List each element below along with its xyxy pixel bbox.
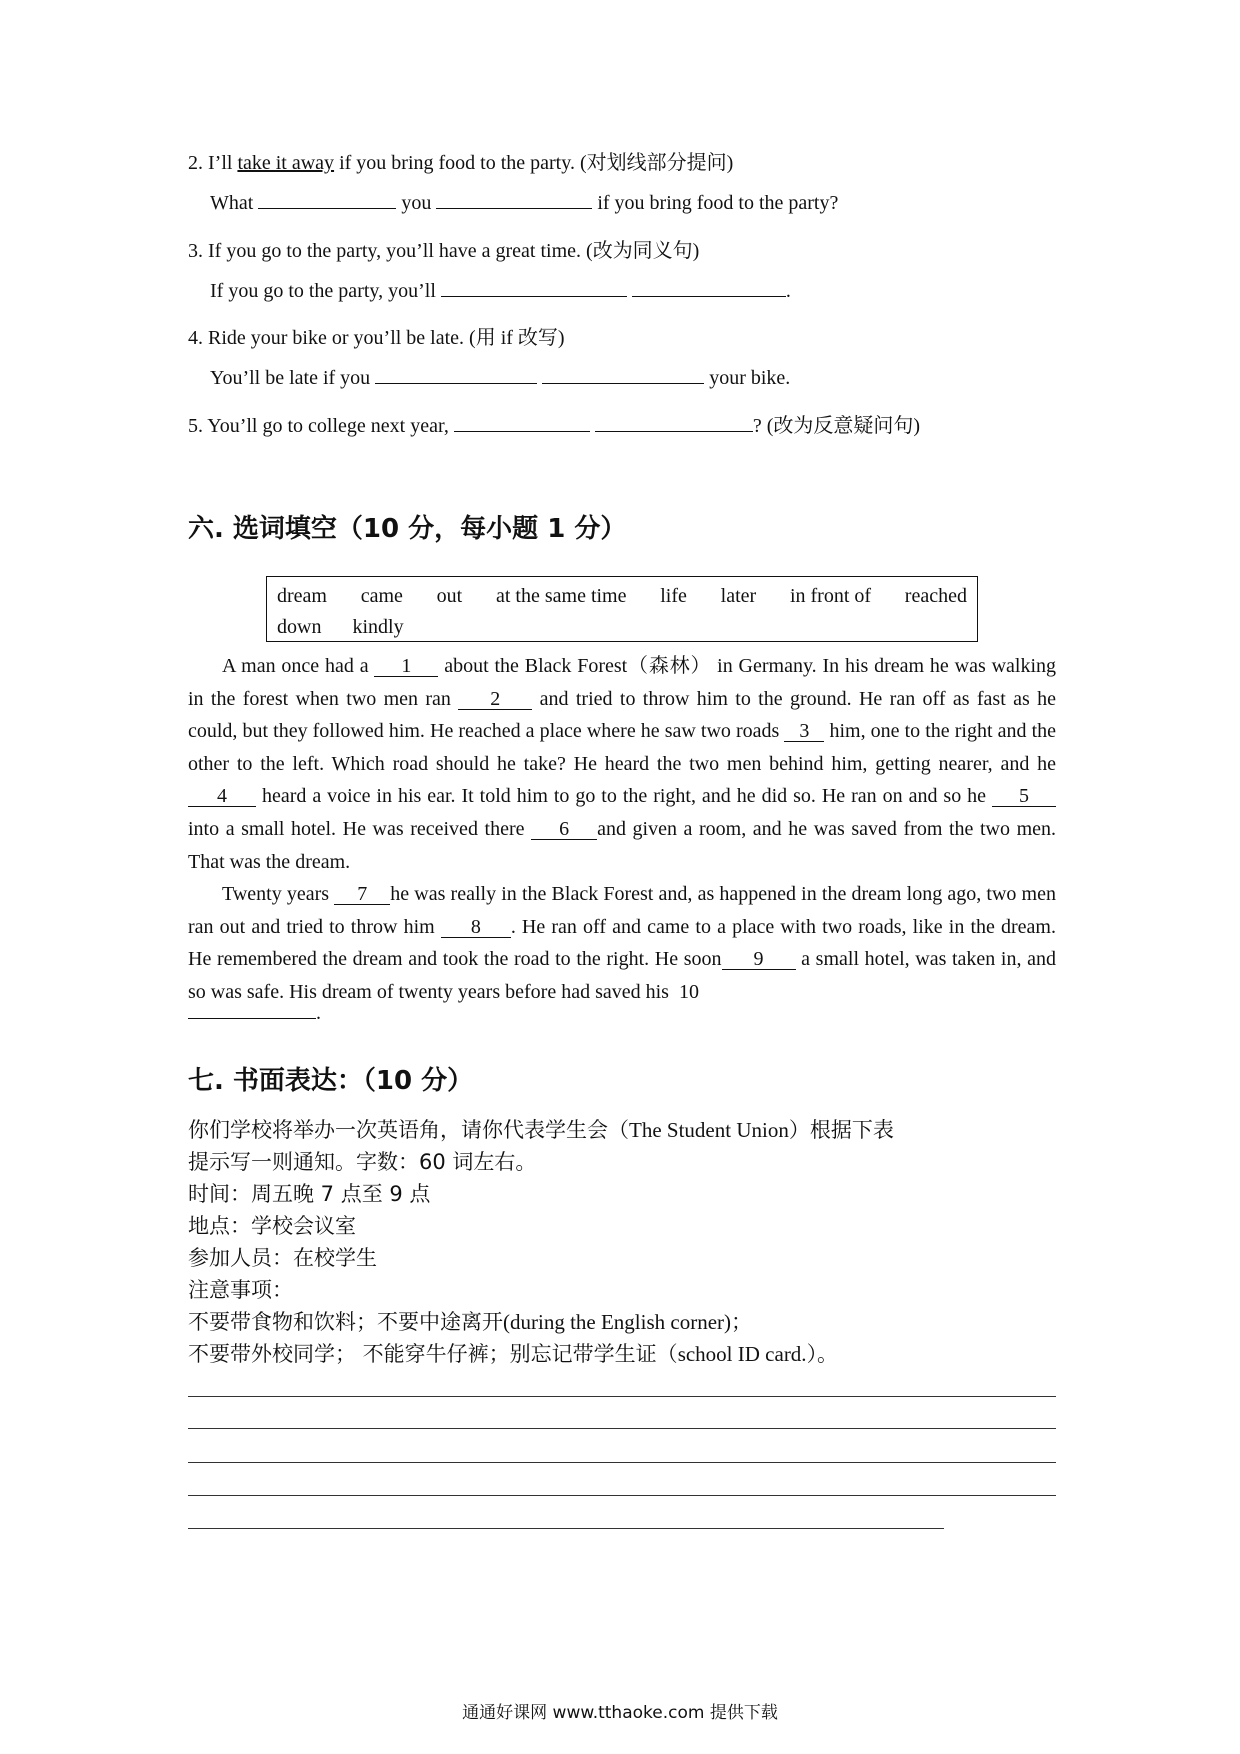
cloze-passage-2 xyxy=(188,878,1056,1008)
section-6-heading: 六. 选词填空（10 分，每小题 1 分） xyxy=(188,514,627,544)
word-bank-item: came xyxy=(360,585,403,607)
instruction-text-english: The Student Union xyxy=(629,1118,789,1142)
question-2-underlined-phrase: take it away xyxy=(237,152,335,174)
word-bank-item: dream xyxy=(277,585,327,607)
question-5-prompt xyxy=(188,409,920,438)
question-2-answer xyxy=(210,190,838,215)
instruction-text: 不要带食物和饮料；不要中途离开 xyxy=(188,1310,503,1334)
answer-blank[interactable] xyxy=(436,190,592,209)
cloze-blank-4[interactable]: 4 xyxy=(188,786,256,807)
word-bank-item: life xyxy=(660,585,687,607)
answer-text: What xyxy=(210,192,254,214)
question-4-answer xyxy=(210,365,790,390)
answer-blank[interactable] xyxy=(258,190,396,209)
answer-text: you xyxy=(401,192,432,214)
notice-location: 地点：学校会议室 xyxy=(188,1214,356,1238)
question-2-text-pre: 2. I’ll xyxy=(188,152,238,174)
answer-text: your bike. xyxy=(709,367,791,389)
answer-blank[interactable] xyxy=(375,365,537,384)
answer-text: if you bring food to the party? xyxy=(597,192,839,214)
writing-line[interactable] xyxy=(188,1462,1056,1463)
writing-line[interactable] xyxy=(188,1528,944,1529)
answer-text: You’ll be late if you xyxy=(210,367,371,389)
cloze-blank-6[interactable]: 6 xyxy=(531,819,597,840)
answer-text: If you go to the party, you’ll xyxy=(210,280,436,302)
answer-blank[interactable] xyxy=(441,278,627,297)
question-3-prompt: 3. If you go to the party, you’ll have a great time. (改为同义句) xyxy=(188,240,700,262)
section-7-heading: 七. 书面表达：（10 分） xyxy=(188,1066,474,1096)
word-bank-item: in front of xyxy=(789,585,872,607)
writing-line[interactable] xyxy=(188,1428,1056,1429)
cloze-blank-2[interactable]: 2 xyxy=(458,689,532,710)
question-2-text-post: if you bring food to the party. (对划线部分提问) xyxy=(334,152,734,174)
notice-rule-line xyxy=(188,1306,752,1336)
passage-text: . xyxy=(316,1002,321,1024)
passage-text: about the Black Forest（森林） in Germany. In his dream he was walking in the forest when two men ran xyxy=(188,655,1056,710)
cloze-blank-8[interactable]: 8 xyxy=(441,917,511,938)
notice-notes-label: 注意事项： xyxy=(188,1278,293,1302)
question-text: 5. You’ll go to college next year, xyxy=(188,415,449,437)
question-3-answer xyxy=(210,278,791,303)
page-footer: 通通好课网 www.tthaoke.com 提供下载 xyxy=(462,1703,778,1723)
word-bank-item: at the same time xyxy=(495,585,627,607)
instruction-text: ）。 xyxy=(806,1342,839,1366)
passage-text: heard a voice in his ear. It told him to go to the right, and he did so. He ran on and so he xyxy=(256,785,992,808)
word-bank-box xyxy=(266,576,978,642)
cloze-blank-3[interactable]: 3 xyxy=(784,721,824,742)
answer-text: . xyxy=(785,280,791,302)
cloze-blank-5[interactable]: 5 xyxy=(992,786,1056,807)
cloze-blank-1[interactable]: 1 xyxy=(374,656,438,677)
word-bank-item: down xyxy=(277,616,322,638)
passage-text: and tried to throw him to the ground. He ran off as fast as he could, but they followed him. He reached a place where he saw two roads xyxy=(188,687,1056,743)
word-bank-item: reached xyxy=(904,585,967,607)
answer-blank[interactable] xyxy=(632,278,786,297)
question-4-prompt: 4. Ride your bike or you’ll be late. (用 if 改写) xyxy=(188,327,565,349)
word-bank-row xyxy=(277,581,967,612)
question-2-prompt xyxy=(188,146,733,175)
notice-time: 时间：周五晚 7 点至 9 点 xyxy=(188,1182,431,1206)
instruction-text: ）根据下表 xyxy=(788,1118,894,1142)
word-bank-item: out xyxy=(436,585,463,607)
question-text: ? (改为反意疑问句) xyxy=(752,415,921,437)
passage-text: a small hotel, was taken in, and so was safe. His dream of twenty years before had saved his xyxy=(188,948,1057,1003)
instruction-text-english: school ID card. xyxy=(677,1342,807,1366)
notice-participants: 参加人员：在校学生 xyxy=(188,1246,377,1270)
instruction-text: ； xyxy=(731,1310,753,1334)
cloze-blank-7[interactable]: 7 xyxy=(334,884,390,905)
instruction-text-english: (during the English corner) xyxy=(503,1310,732,1334)
passage-text: and given a room, and he was saved from the two men. That was the dream. xyxy=(188,817,1056,873)
passage-text: he was really in the Black Forest and, as happened in the dream long ago, two men ran out and tried to throw him xyxy=(188,883,1056,938)
cloze-blank-10-line xyxy=(188,1000,321,1025)
word-bank-row xyxy=(277,612,967,643)
cloze-blank-9[interactable]: 9 xyxy=(722,949,796,970)
passage-text: A man once had a xyxy=(222,655,375,677)
writing-instructions-line: 提示写一则通知。字数：60 词左右。 xyxy=(188,1150,537,1174)
writing-line[interactable] xyxy=(188,1495,1056,1496)
instruction-text: 不要带外校同学； 不能穿牛仔裤；别忘记带学生证（ xyxy=(188,1342,678,1366)
cloze-passage-1 xyxy=(188,650,1056,878)
notice-rule-line xyxy=(188,1338,838,1368)
answer-blank[interactable] xyxy=(454,413,590,432)
writing-instructions-line xyxy=(188,1114,894,1144)
answer-blank[interactable] xyxy=(542,365,704,384)
writing-line[interactable] xyxy=(188,1396,1056,1397)
passage-text: into a small hotel. He was received there xyxy=(188,817,532,840)
cloze-blank-10[interactable]: 10 xyxy=(678,980,699,1003)
passage-text: him, one to the right and the other to the left. Which road should he take? He heard the two men behind him, getting nearer, and he xyxy=(188,720,1056,775)
passage-text: . He ran off and came to a place with two roads, like in the dream. He remembered the dream and took the road to the right. He soon xyxy=(188,915,1056,971)
word-bank-item: kindly xyxy=(352,616,404,638)
passage-text: Twenty years xyxy=(222,883,335,905)
word-bank-item: later xyxy=(720,585,757,607)
instruction-text: 你们学校将举办一次英语角，请你代表学生会（ xyxy=(188,1118,629,1142)
answer-blank[interactable] xyxy=(595,413,753,432)
answer-blank[interactable] xyxy=(188,1000,316,1019)
